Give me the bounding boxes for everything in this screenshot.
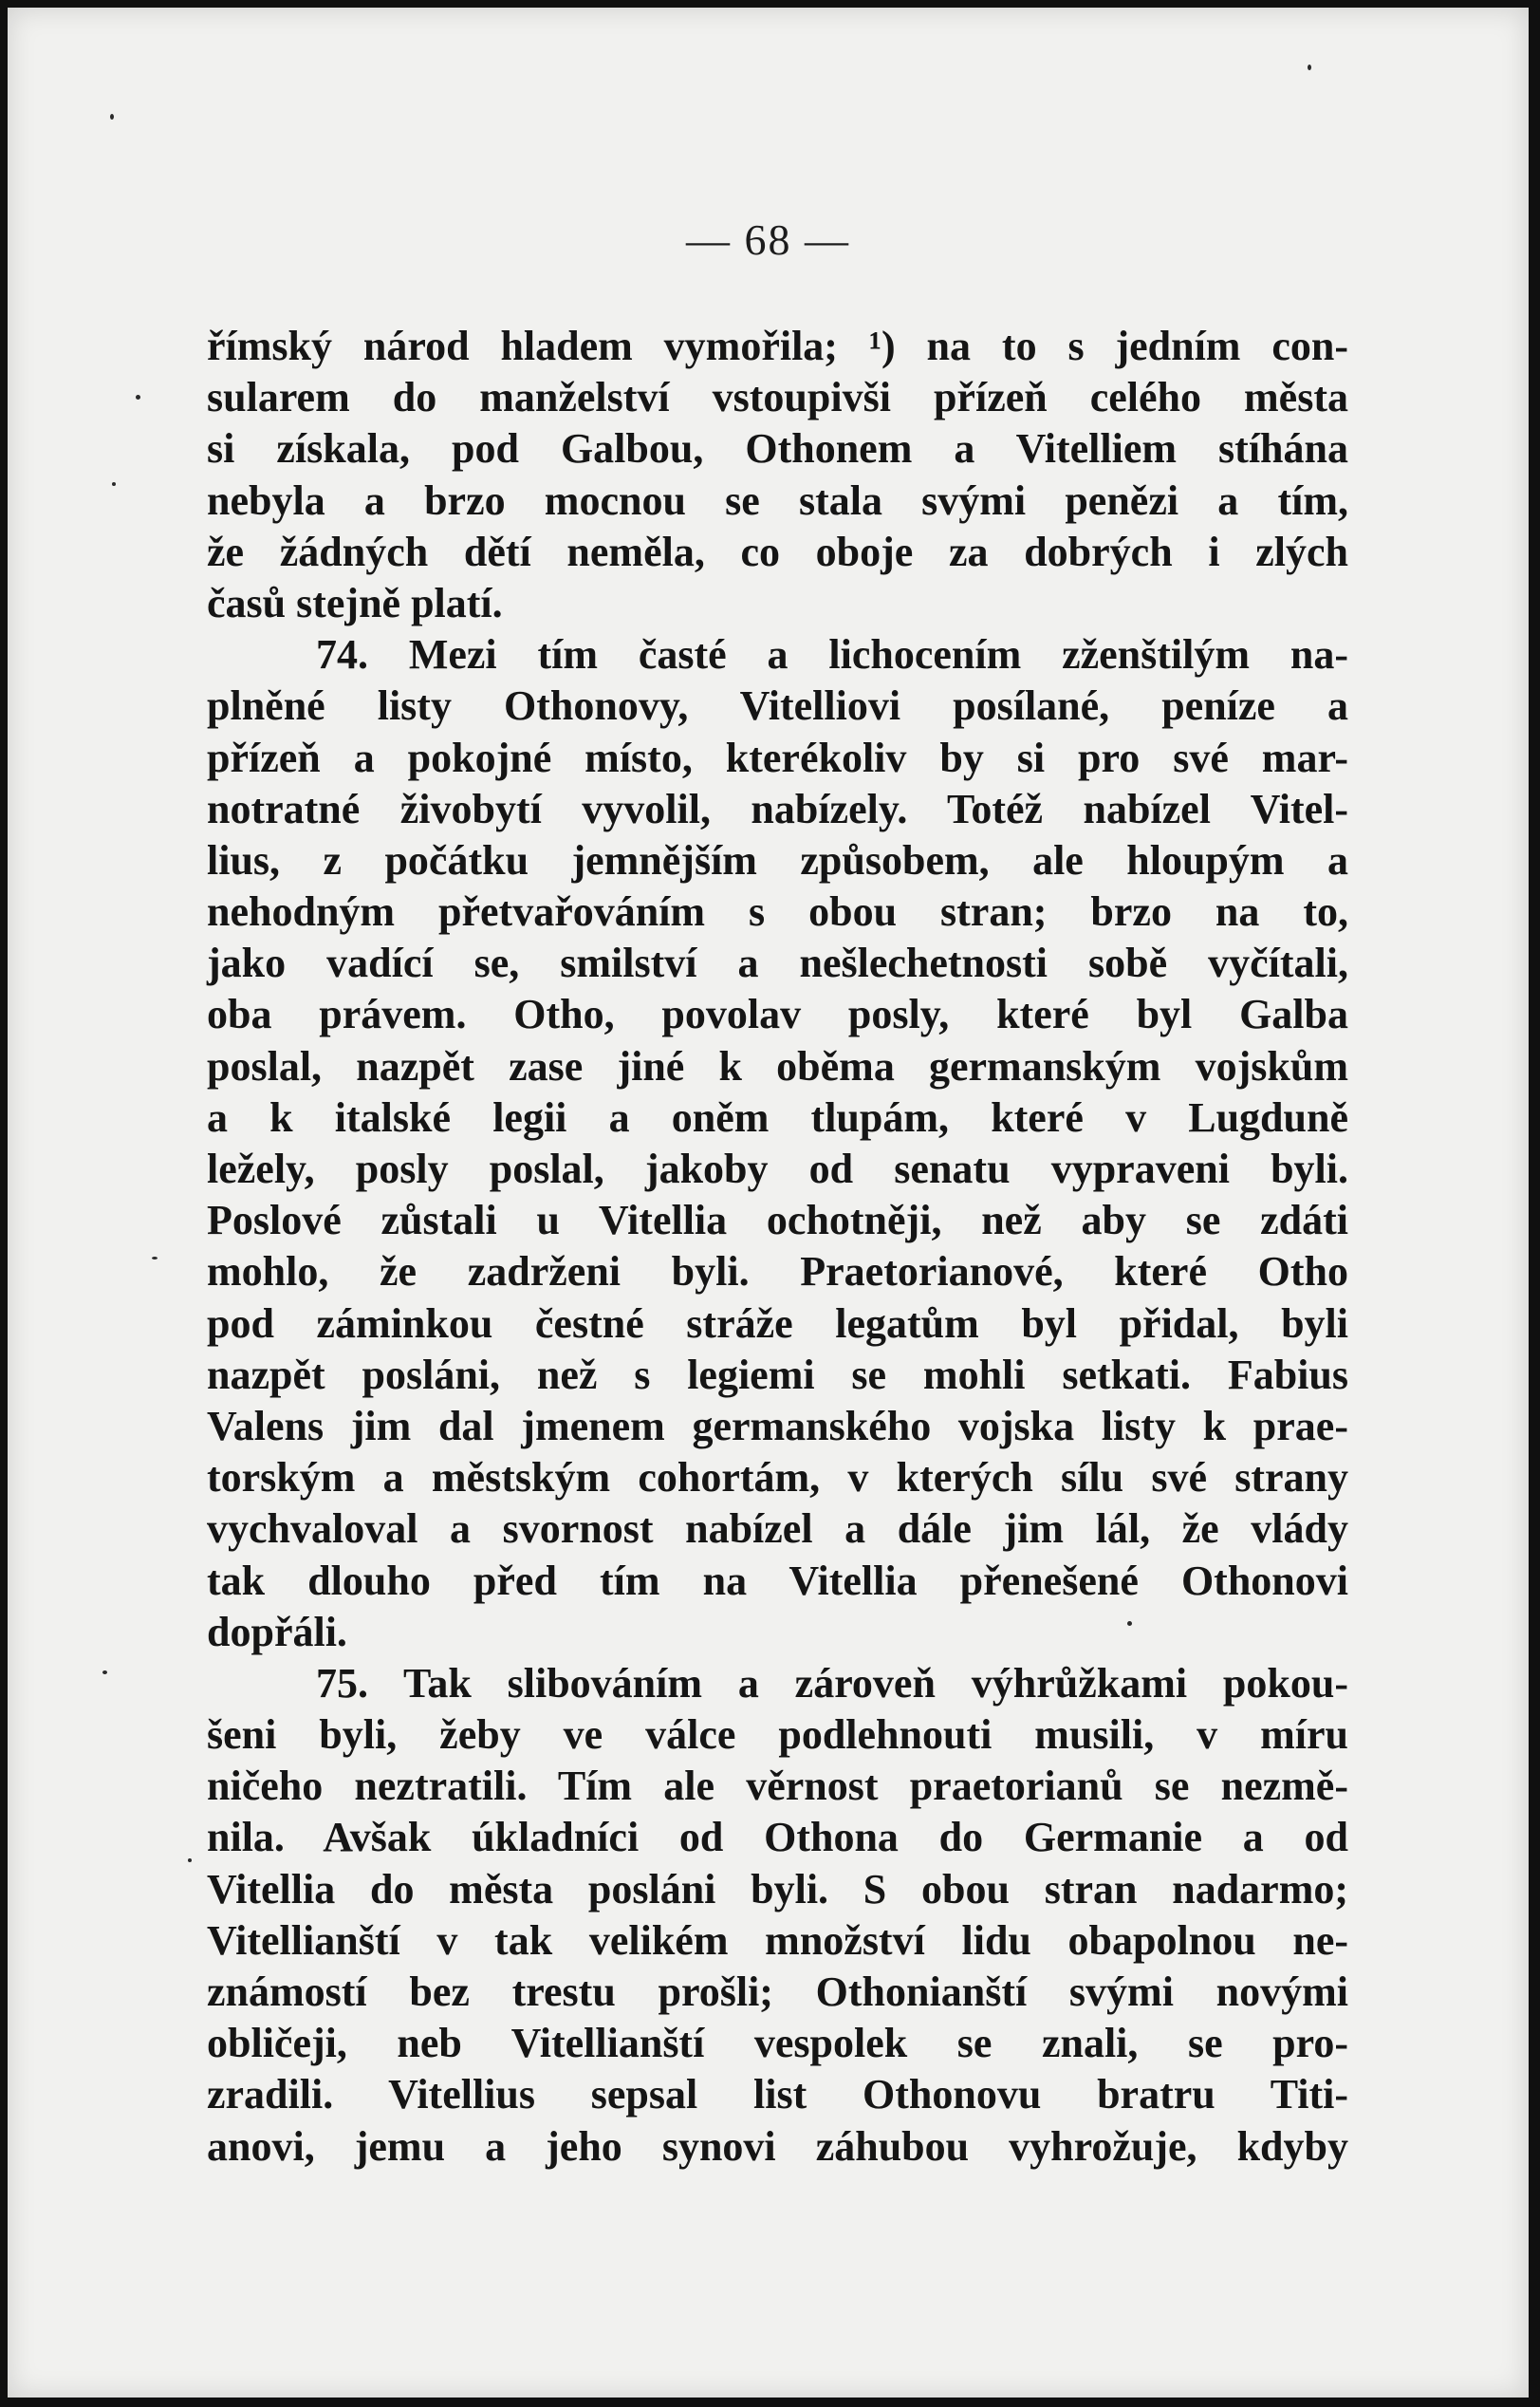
text-line: vychvaloval a svornost nabízel a dále jim lál, že vlády xyxy=(207,1505,1348,1553)
text-line: Vitellianští v tak velikém množství lidu obapolnou ne- xyxy=(207,1916,1348,1964)
text-line: pod záminkou čestné stráže legatům byl přidal, byli xyxy=(207,1299,1348,1347)
text-line: sularem do manželství vstoupivši přízeň celého města xyxy=(207,374,1348,421)
text-line: ležely, posly poslal, jakoby od senatu vypraveni byli. xyxy=(207,1146,1348,1192)
text-line: torským a městským cohortám, v kterých sílu své strany xyxy=(207,1454,1348,1502)
print-speck xyxy=(1308,65,1311,70)
text-line: že žádných dětí neměla, co oboje za dobrých i zlých xyxy=(207,528,1348,575)
text-line: římský národ hladem vymořila; ¹) na to s jedním con- xyxy=(207,323,1348,369)
text-line: lius, z počátku jemnějším způsobem, ale hloupým a xyxy=(207,836,1348,884)
text-line: Poslové zůstali u Vitellia ochotněji, než aby se zdáti xyxy=(207,1197,1348,1244)
text-line: známostí bez trestu prošli; Othonianští svými novými xyxy=(207,1969,1348,2015)
body-text xyxy=(207,321,1348,2173)
text-line: zradili. Vitellius sepsal list Othonovu bratru Titi- xyxy=(207,2071,1348,2118)
text-line: si získala, pod Galbou, Othonem a Vitelliem stíhána xyxy=(207,425,1348,473)
text-line: anovi, jemu a jeho synovi záhubou vyhrožuje, kdyby xyxy=(207,2122,1348,2170)
print-speck xyxy=(188,1858,192,1862)
text-line: mohlo, že zadrženi byli. Praetorianové, které Otho xyxy=(207,1248,1348,1296)
text-line: ničeho neztratili. Tím ale věrnost praetorianů se nezmě- xyxy=(207,1763,1348,1810)
print-speck xyxy=(152,1257,158,1259)
paragraph-75-start: 75. Tak slibováním a zároveň výhrůžkami pokou- xyxy=(316,1659,1348,1707)
text-line: nila. Avšak úkladníci od Othona do Germanie a od xyxy=(207,1814,1348,1861)
text-line: obličeji, neb Vitellianští vespolek se znali, se pro- xyxy=(207,2020,1348,2067)
text-line: jako vadící se, smilství a nešlechetnosti sobě vyčítali, xyxy=(207,940,1348,987)
text-line: šeni byli, žeby ve válce podlehnouti musili, v míru xyxy=(207,1711,1348,1759)
print-speck xyxy=(112,482,116,486)
text-line: poslal, nazpět zase jiné k oběma germanským vojskům xyxy=(207,1042,1348,1090)
print-speck xyxy=(110,114,114,120)
print-speck xyxy=(136,395,140,400)
text-line: Valens jim dal jmenem germanského vojska listy k prae- xyxy=(207,1402,1348,1449)
book-page xyxy=(8,8,1529,2398)
text-line: dopřáli. xyxy=(207,1608,347,1655)
text-line: přízeň a pokojné místo, kterékoliv by si pro své mar- xyxy=(207,734,1348,781)
page-number: — 68 — xyxy=(686,215,850,264)
text-line: tak dlouho před tím na Vitellia přenešené Othonovi xyxy=(207,1557,1348,1604)
text-line: plněné listy Othonovy, Vitelliovi posílané, peníze a xyxy=(207,682,1348,730)
text-line: nebyla a brzo mocnou se stala svými penězi a tím, xyxy=(207,476,1348,524)
text-line: nazpět posláni, než s legiemi se mohli setkati. Fabius xyxy=(207,1351,1348,1398)
print-speck xyxy=(1127,1621,1132,1626)
text-line: Vitellia do města posláni byli. S obou stran nadarmo; xyxy=(207,1865,1348,1913)
print-speck xyxy=(102,1670,107,1674)
text-line: a k italské legii a oněm tlupám, které v Lugduně xyxy=(207,1093,1348,1141)
text-line: oba právem. Otho, povolav posly, které byl Galba xyxy=(207,991,1348,1038)
text-line: nehodným přetvařováním s obou stran; brzo na to, xyxy=(207,888,1348,936)
text-line: notratné živobytí vyvolil, nabízely. Totéž nabízel Vitel- xyxy=(207,785,1348,832)
paragraph-74-start: 74. Mezi tím časté a lichocením zženštilým na- xyxy=(316,631,1348,679)
text-line: časů stejně platí. xyxy=(207,579,503,626)
